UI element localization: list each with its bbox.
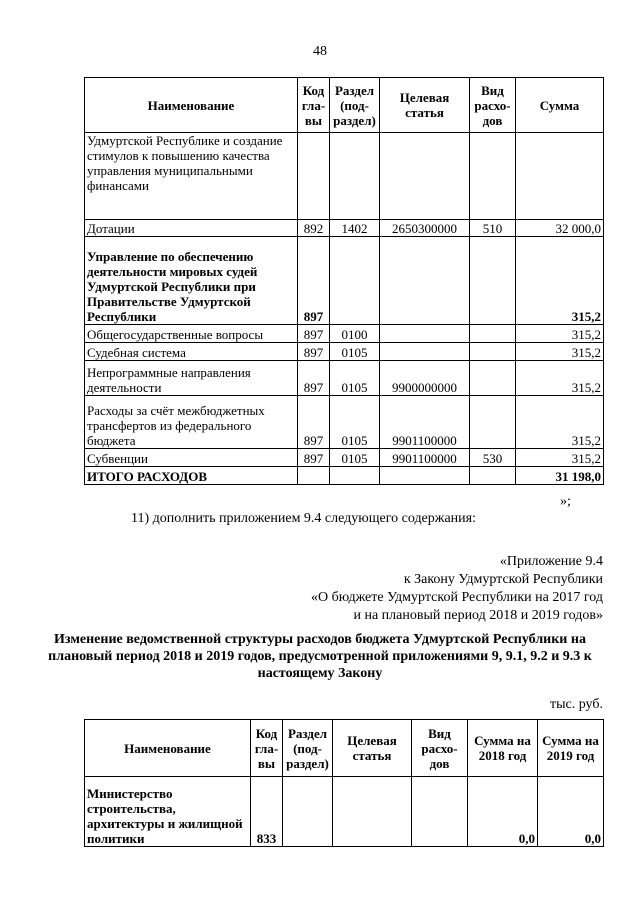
cell-name: ИТОГО РАСХОДОВ <box>85 467 298 485</box>
cell-code: 897 <box>298 343 330 361</box>
header-code: Код гла-вы <box>298 78 330 133</box>
header-sum: Сумма <box>516 78 604 133</box>
cell-target <box>333 777 412 847</box>
cell-code: 897 <box>298 361 330 396</box>
cell-sum: 32 000,0 <box>516 220 604 237</box>
cell-code: 897 <box>298 396 330 449</box>
appendix-line: «О бюджете Удмуртской Республики на 2017 год <box>310 590 603 605</box>
cell-section: 1402 <box>330 220 380 237</box>
table-row <box>85 449 604 467</box>
cell-sum-2019: 0,0 <box>538 777 604 847</box>
cell-section <box>330 133 380 220</box>
header-code: Код гла-вы <box>251 720 283 777</box>
directive-text: 11) дополнить приложением 9.4 следующего содержания: <box>131 511 476 526</box>
cell-section: 0105 <box>330 343 380 361</box>
cell-target <box>380 133 470 220</box>
closing-quote: »; <box>560 494 571 509</box>
cell-section: 0105 <box>330 396 380 449</box>
appendix-reference <box>311 553 603 625</box>
header-type: Вид расхо-дов <box>412 720 468 777</box>
cell-code <box>298 467 330 485</box>
cell-type <box>470 325 516 343</box>
cell-type <box>470 237 516 325</box>
table-header-row <box>85 78 604 133</box>
table-row <box>85 777 604 847</box>
header-name: Наименование <box>85 720 251 777</box>
cell-name: Общегосударственные вопросы <box>85 325 298 343</box>
table-row <box>85 133 604 220</box>
cell-code <box>298 133 330 220</box>
cell-name: Расходы за счёт межбюджетных трансфертов из федерального бюджета <box>85 396 298 449</box>
table-row <box>85 220 604 237</box>
cell-code: 897 <box>298 325 330 343</box>
table-total-row <box>85 467 604 485</box>
cell-name: Субвенции <box>85 449 298 467</box>
units-label: тыс. руб. <box>550 697 603 712</box>
cell-type: 530 <box>470 449 516 467</box>
cell-section <box>330 467 380 485</box>
cell-section <box>330 237 380 325</box>
cell-section: 0105 <box>330 361 380 396</box>
table-row <box>85 396 604 449</box>
cell-sum: 315,2 <box>516 396 604 449</box>
appendix-line: и на плановый период 2018 и 2019 годов» <box>353 608 603 623</box>
document-heading: Изменение ведомственной структуры расходов бюджета Удмуртской Республики на плановый период 2018 и 2019 годов, предусмотренной приложениями 9, 9.1, 9.2 и 9.3 к настоящему Закону <box>48 632 592 681</box>
cell-target: 2650300000 <box>380 220 470 237</box>
cell-target <box>380 325 470 343</box>
cell-code: 897 <box>298 237 330 325</box>
cell-sum: 31 198,0 <box>516 467 604 485</box>
appendix-line: «Приложение 9.4 <box>499 554 603 569</box>
cell-target: 9901100000 <box>380 396 470 449</box>
page-number: 48 <box>313 44 327 59</box>
cell-section: 0100 <box>330 325 380 343</box>
cell-target <box>380 237 470 325</box>
header-target: Целевая статья <box>333 720 412 777</box>
cell-type <box>470 343 516 361</box>
appendix-line: к Закону Удмуртской Республики <box>403 572 603 587</box>
cell-name: Удмуртской Республике и создание стимулов к повышению качества управления муниципальными финансами <box>85 133 298 220</box>
budget-structure-table <box>84 719 604 847</box>
cell-sum <box>516 133 604 220</box>
cell-type <box>470 133 516 220</box>
table-row <box>85 325 604 343</box>
table-row <box>85 237 604 325</box>
cell-target: 9900000000 <box>380 361 470 396</box>
table-row <box>85 361 604 396</box>
cell-code: 897 <box>298 449 330 467</box>
cell-sum: 315,2 <box>516 449 604 467</box>
cell-name: Непрограммные направления деятельности <box>85 361 298 396</box>
cell-sum: 315,2 <box>516 325 604 343</box>
cell-type <box>470 396 516 449</box>
header-section: Раздел (под-раздел) <box>330 78 380 133</box>
cell-sum-2018: 0,0 <box>468 777 538 847</box>
cell-type <box>470 467 516 485</box>
cell-section <box>283 777 333 847</box>
cell-name: Министерство строительства, архитектуры и жилищной политики <box>85 777 251 847</box>
table-header-row <box>85 720 604 777</box>
header-name: Наименование <box>85 78 298 133</box>
cell-target <box>380 467 470 485</box>
cell-sum: 315,2 <box>516 361 604 396</box>
cell-section: 0105 <box>330 449 380 467</box>
cell-type: 510 <box>470 220 516 237</box>
cell-type <box>412 777 468 847</box>
header-sum-2019: Сумма на 2019 год <box>538 720 604 777</box>
cell-name: Управление по обеспечению деятельности мировых судей Удмуртской Республики при Правительстве Удмуртской Республики <box>85 237 298 325</box>
header-target: Целевая статья <box>380 78 470 133</box>
cell-sum: 315,2 <box>516 343 604 361</box>
cell-name: Дотации <box>85 220 298 237</box>
expenses-table <box>84 77 604 485</box>
cell-target: 9901100000 <box>380 449 470 467</box>
cell-sum: 315,2 <box>516 237 604 325</box>
cell-name: Судебная система <box>85 343 298 361</box>
cell-type <box>470 361 516 396</box>
cell-code: 892 <box>298 220 330 237</box>
header-type: Вид расхо-дов <box>470 78 516 133</box>
cell-code: 833 <box>251 777 283 847</box>
header-sum-2018: Сумма на 2018 год <box>468 720 538 777</box>
table-row <box>85 343 604 361</box>
cell-target <box>380 343 470 361</box>
header-section: Раздел (под-раздел) <box>283 720 333 777</box>
